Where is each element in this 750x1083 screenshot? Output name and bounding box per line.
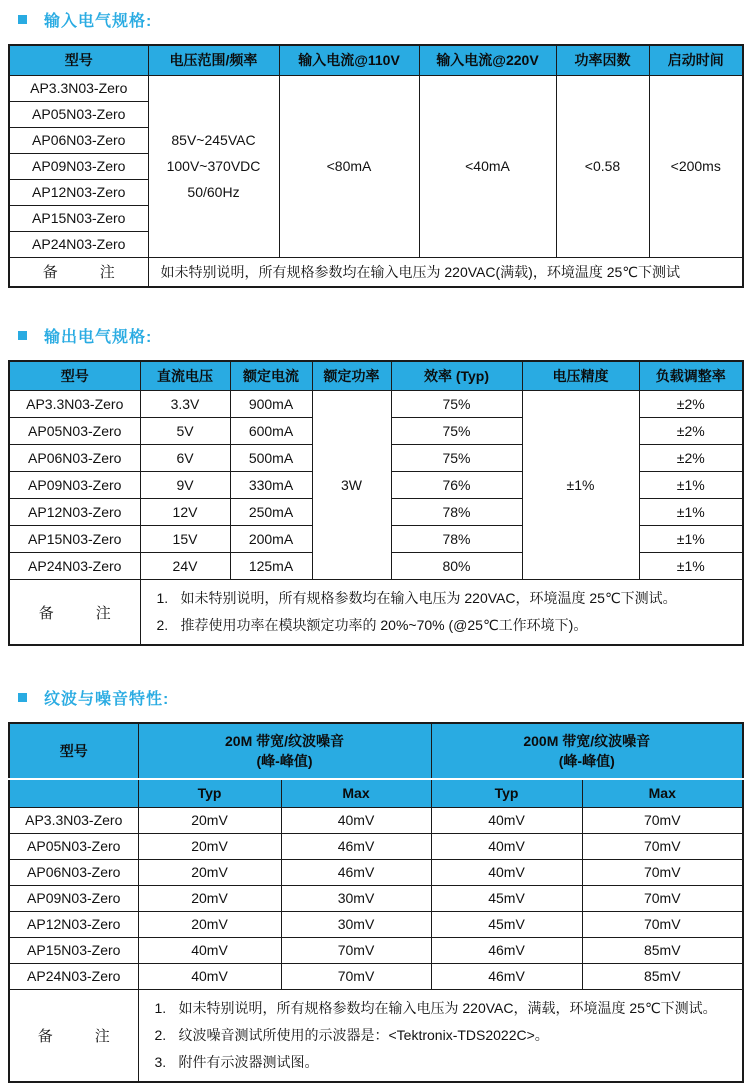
note-line xyxy=(149,995,739,1022)
input-current-220v-cell: <40mA xyxy=(419,75,556,257)
max-200m-cell: 70mV xyxy=(582,911,743,937)
typ-20m-cell: 20mV xyxy=(138,807,281,833)
typ-200m-cell: 46mV xyxy=(431,963,582,989)
ripple-notes-cell xyxy=(138,989,743,1082)
input-section-title-text: 输入电气规格: xyxy=(44,13,153,30)
max-200m-cell: 85mV xyxy=(582,937,743,963)
typ-20m-cell: 40mV xyxy=(138,937,281,963)
startup-time-cell: <200ms xyxy=(649,75,743,257)
header-rated-current: 额定电流 xyxy=(230,361,312,391)
note-line xyxy=(149,1022,739,1049)
model-cell: AP09N03-Zero xyxy=(9,472,140,499)
header-power-factor: 功率因数 xyxy=(556,45,649,75)
note-row xyxy=(9,257,743,287)
header-empty xyxy=(9,779,138,807)
typ-200m-cell: 45mV xyxy=(431,885,582,911)
typ-200m-cell: 40mV xyxy=(431,833,582,859)
square-bullet-icon xyxy=(18,15,27,24)
header-model: 型号 xyxy=(9,361,140,391)
note-label-char: 注 xyxy=(99,264,115,281)
table-row xyxy=(9,911,743,937)
max-20m-cell: 70mV xyxy=(281,963,431,989)
model-cell: AP24N03-Zero xyxy=(9,231,148,257)
model-cell: AP05N03-Zero xyxy=(9,833,138,859)
rated-current-cell: 125mA xyxy=(230,553,312,580)
voltage-accuracy-cell: ±1% xyxy=(522,391,639,580)
note-label-char: 备 xyxy=(37,1027,53,1045)
ripple-noise-section xyxy=(8,686,742,1083)
load-regulation-cell: ±1% xyxy=(639,526,743,553)
output-specs-table xyxy=(8,360,744,647)
model-cell: AP15N03-Zero xyxy=(9,526,140,553)
note-label-cell xyxy=(9,257,148,287)
table-row xyxy=(9,885,743,911)
square-bullet-icon xyxy=(18,331,27,340)
max-200m-cell: 85mV xyxy=(582,963,743,989)
ripple-table-sub-header-row xyxy=(9,779,743,807)
note-line xyxy=(149,1049,739,1076)
max-20m-cell: 70mV xyxy=(281,937,431,963)
typ-200m-cell: 45mV xyxy=(431,911,582,937)
dc-voltage-cell: 12V xyxy=(140,499,230,526)
load-regulation-cell: ±1% xyxy=(639,472,743,499)
note-line xyxy=(151,585,739,612)
note-label-char: 注 xyxy=(94,1027,110,1045)
typ-20m-cell: 20mV xyxy=(138,833,281,859)
header-voltage-accuracy: 电压精度 xyxy=(522,361,639,391)
header-dc-voltage: 直流电压 xyxy=(140,361,230,391)
model-cell: AP12N03-Zero xyxy=(9,499,140,526)
table-row xyxy=(9,833,743,859)
ripple-section-title xyxy=(18,686,742,709)
table-row xyxy=(9,937,743,963)
typ-200m-cell: 40mV xyxy=(431,859,582,885)
max-20m-cell: 30mV xyxy=(281,885,431,911)
dc-voltage-cell: 15V xyxy=(140,526,230,553)
model-cell: AP3.3N03-Zero xyxy=(9,391,140,418)
group-header-subline: (峰-峰值) xyxy=(256,753,313,769)
table-row xyxy=(9,963,743,989)
load-regulation-cell: ±2% xyxy=(639,445,743,472)
load-regulation-cell: ±2% xyxy=(639,418,743,445)
voltage-range-cell xyxy=(148,75,279,257)
model-cell: AP05N03-Zero xyxy=(9,418,140,445)
load-regulation-cell: ±1% xyxy=(639,553,743,580)
input-specs-table xyxy=(8,44,744,288)
header-typ-200m: Typ xyxy=(431,779,582,807)
square-bullet-icon xyxy=(18,693,27,702)
typ-200m-cell: 46mV xyxy=(431,937,582,963)
rated-current-cell: 600mA xyxy=(230,418,312,445)
dc-voltage-cell: 6V xyxy=(140,445,230,472)
model-cell: AP06N03-Zero xyxy=(9,859,138,885)
note-number: 2. xyxy=(154,1026,167,1043)
load-regulation-cell: ±2% xyxy=(639,391,743,418)
max-200m-cell: 70mV xyxy=(582,807,743,833)
table-row xyxy=(9,75,743,101)
group-header-subline: (峰-峰值) xyxy=(558,753,615,769)
efficiency-cell: 75% xyxy=(391,418,522,445)
dc-voltage-cell: 9V xyxy=(140,472,230,499)
output-section-title-text: 输出电气规格: xyxy=(44,328,153,346)
header-model: 型号 xyxy=(9,723,138,779)
model-cell: AP12N03-Zero xyxy=(9,179,148,205)
efficiency-cell: 80% xyxy=(391,553,522,580)
note-row xyxy=(9,580,743,646)
note-number: 3. xyxy=(154,1053,167,1070)
model-cell: AP12N03-Zero xyxy=(9,911,138,937)
note-number: 1. xyxy=(154,999,167,1016)
table-row xyxy=(9,391,743,418)
model-cell: AP3.3N03-Zero xyxy=(9,807,138,833)
model-cell: AP09N03-Zero xyxy=(9,885,138,911)
model-cell: AP05N03-Zero xyxy=(9,101,148,127)
efficiency-cell: 76% xyxy=(391,472,522,499)
header-rated-power: 额定功率 xyxy=(312,361,391,391)
rated-current-cell: 900mA xyxy=(230,391,312,418)
model-cell: AP24N03-Zero xyxy=(9,963,138,989)
dc-voltage-cell: 24V xyxy=(140,553,230,580)
dc-voltage-cell: 3.3V xyxy=(140,391,230,418)
max-200m-cell: 70mV xyxy=(582,885,743,911)
typ-20m-cell: 40mV xyxy=(138,963,281,989)
ripple-table-group-header-row xyxy=(9,723,743,779)
note-label-char: 备 xyxy=(42,264,58,281)
model-cell: AP06N03-Zero xyxy=(9,127,148,153)
model-cell: AP09N03-Zero xyxy=(9,153,148,179)
note-label-cell xyxy=(9,580,140,646)
note-text: 如未特别说明，所有规格参数均在输入电压为 220VAC，满载，环境温度 25℃下测试。 xyxy=(178,999,717,1016)
header-200m-bandwidth xyxy=(431,723,743,779)
model-cell: AP15N03-Zero xyxy=(9,205,148,231)
note-line xyxy=(151,612,739,639)
header-max-200m: Max xyxy=(582,779,743,807)
model-cell: AP06N03-Zero xyxy=(9,445,140,472)
note-label-cell xyxy=(9,989,138,1082)
max-20m-cell: 30mV xyxy=(281,911,431,937)
header-load-regulation: 负载调整率 xyxy=(639,361,743,391)
rated-current-cell: 330mA xyxy=(230,472,312,499)
typ-20m-cell: 20mV xyxy=(138,885,281,911)
header-efficiency: 效率 (Typ) xyxy=(391,361,522,391)
header-20m-bandwidth xyxy=(138,723,431,779)
typ-200m-cell: 40mV xyxy=(431,807,582,833)
table-row xyxy=(9,807,743,833)
input-section-title xyxy=(18,8,742,31)
max-20m-cell: 40mV xyxy=(281,807,431,833)
note-number: 1. xyxy=(156,590,169,606)
efficiency-cell: 78% xyxy=(391,526,522,553)
output-table-header-row xyxy=(9,361,743,391)
max-20m-cell: 46mV xyxy=(281,833,431,859)
note-text: 附件有示波器测试图。 xyxy=(178,1053,319,1070)
header-typ-20m: Typ xyxy=(138,779,281,807)
group-header-line: 20M 带宽/纹波噪音 xyxy=(225,733,345,749)
rated-power-cell: 3W xyxy=(312,391,391,580)
header-current-110v: 输入电流@110V xyxy=(279,45,419,75)
typ-20m-cell: 20mV xyxy=(138,911,281,937)
input-current-110v-cell: <80mA xyxy=(279,75,419,257)
efficiency-cell: 78% xyxy=(391,499,522,526)
output-notes-cell xyxy=(140,580,743,646)
output-section-title xyxy=(18,324,742,347)
header-startup-time: 启动时间 xyxy=(649,45,743,75)
header-model: 型号 xyxy=(9,45,148,75)
voltage-range-line: 50/60Hz xyxy=(187,184,240,200)
input-note-text: 如未特别说明，所有规格参数均在输入电压为 220VAC(满载)，环境温度 25℃下测试 xyxy=(148,257,743,287)
rated-current-cell: 500mA xyxy=(230,445,312,472)
model-cell: AP15N03-Zero xyxy=(9,937,138,963)
voltage-range-line: 85V~245VAC xyxy=(171,132,256,148)
max-200m-cell: 70mV xyxy=(582,859,743,885)
rated-current-cell: 250mA xyxy=(230,499,312,526)
rated-current-cell: 200mA xyxy=(230,526,312,553)
header-voltage-range: 电压范围/频率 xyxy=(148,45,279,75)
load-regulation-cell: ±1% xyxy=(639,499,743,526)
input-table-header-row xyxy=(9,45,743,75)
efficiency-cell: 75% xyxy=(391,445,522,472)
group-header-line: 200M 带宽/纹波噪音 xyxy=(523,733,651,749)
input-specs-section xyxy=(8,8,742,288)
header-max-20m: Max xyxy=(281,779,431,807)
ripple-noise-table xyxy=(8,722,744,1083)
ripple-section-title-text: 纹波与噪音特性: xyxy=(44,691,170,708)
table-row xyxy=(9,859,743,885)
max-200m-cell: 70mV xyxy=(582,833,743,859)
typ-20m-cell: 20mV xyxy=(138,859,281,885)
note-text: 推荐使用功率在模块额定功率的 20%~70% (@25℃工作环境下)。 xyxy=(180,617,588,633)
max-20m-cell: 46mV xyxy=(281,859,431,885)
power-factor-cell: <0.58 xyxy=(556,75,649,257)
note-number: 2. xyxy=(156,617,169,633)
note-label-char: 注 xyxy=(95,604,111,622)
dc-voltage-cell: 5V xyxy=(140,418,230,445)
voltage-range-line: 100V~370VDC xyxy=(166,158,261,174)
note-row xyxy=(9,989,743,1082)
note-text: 如未特别说明，所有规格参数均在输入电压为 220VAC，环境温度 25℃下测试。 xyxy=(180,590,677,606)
efficiency-cell: 75% xyxy=(391,391,522,418)
note-text: 纹波噪音测试所使用的示波器是：<Tektronix-TDS2022C>。 xyxy=(178,1026,549,1043)
header-current-220v: 输入电流@220V xyxy=(419,45,556,75)
model-cell: AP3.3N03-Zero xyxy=(9,75,148,101)
note-label-char: 备 xyxy=(38,604,54,622)
output-specs-section xyxy=(8,324,742,647)
model-cell: AP24N03-Zero xyxy=(9,553,140,580)
